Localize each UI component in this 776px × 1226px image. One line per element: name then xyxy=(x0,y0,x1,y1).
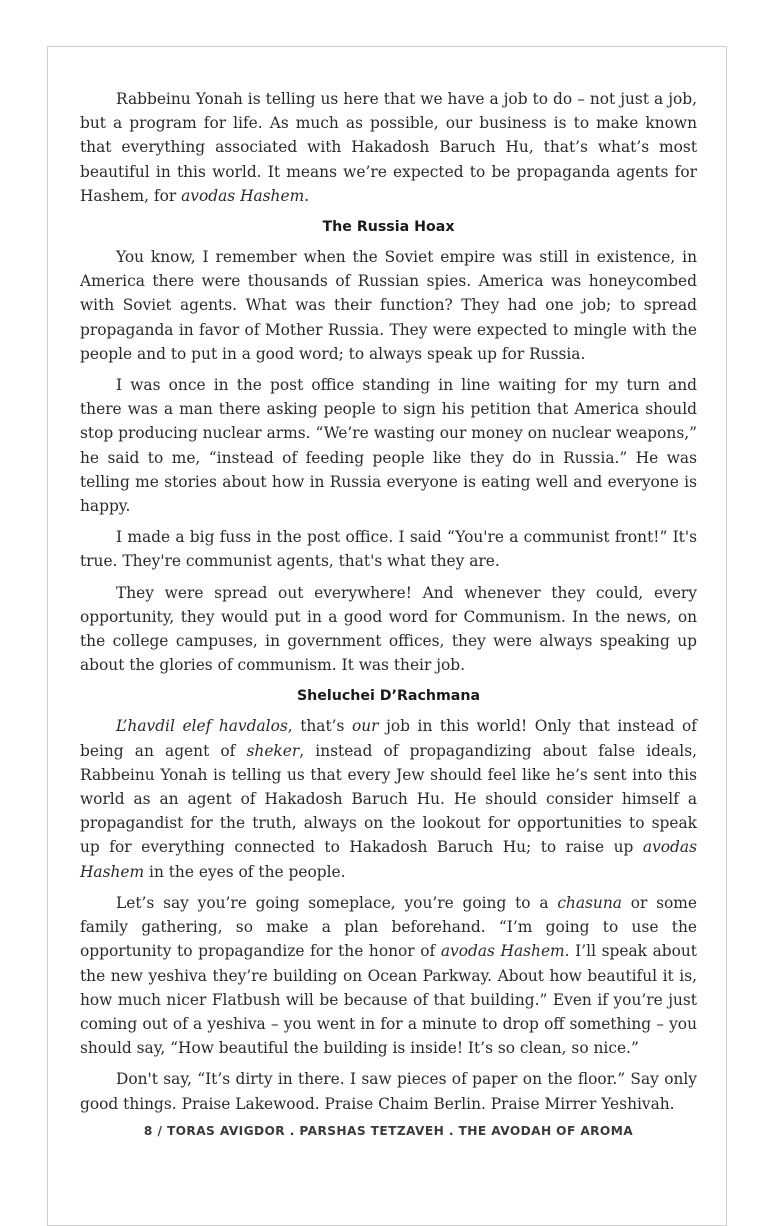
text-segment: I made a big fuss in the post office. I said “You're a communist front!” It's true. They're communist agents, that's what they are. xyxy=(80,528,697,571)
italic-text: avodas Hashem xyxy=(80,838,697,881)
text-segment: The Russia Hoax xyxy=(322,219,455,236)
paragraph xyxy=(80,525,697,573)
text-segment: . I’ll speak about the new yeshiva they’re building on Ocean Parkway. About how beautiful it is, how much nicer Flatbush will be because of that building.” Even if you’re just coming out of a yeshiva – you went in for a minute to drop off something – you should say, “How beautiful the building is inside! It’s so clean, so nice.” xyxy=(80,942,697,1058)
page-footer: 8 / TORAS AVIGDOR . PARSHAS TETZAVEH . THE AVODAH OF AROMA xyxy=(143,1124,634,1138)
italic-text: avodas Hashem xyxy=(440,942,565,961)
italic-text: sheker xyxy=(246,741,300,760)
text-segment: job in this world! Only that instead of being an agent of xyxy=(80,717,697,760)
paragraph xyxy=(80,1067,697,1115)
text-segment: Sheluchei D’Rachmana xyxy=(296,688,481,705)
paragraph xyxy=(80,714,697,883)
paragraph xyxy=(80,87,697,208)
text-segment: , that’s xyxy=(287,717,352,736)
paragraph xyxy=(80,373,697,518)
text-segment: or some family gathering, so make a plan beforehand. “I’m going to use the opportunity to propagandize for the honor of xyxy=(80,893,697,961)
text-segment: They were spread out everywhere! And whenever they could, every opportunity, they would put in a good word for Communism. In the news, on the college campuses, in government offices, they were always speaking up about the glories of communism. It was their job. xyxy=(80,583,697,675)
section-heading xyxy=(80,684,697,708)
text-segment: I was once in the post office standing in line waiting for my turn and there was a man there asking people to sign his petition that America should stop producing nuclear arms. “We’re wasting our money on nuclear weapons,” he said to me, “instead of feeding people like they do in Russia.” He was telling me stories about how in Russia everyone is eating well and everyone is happy. xyxy=(80,376,697,516)
italic-text: L’havdil elef havdalos xyxy=(116,717,288,736)
paragraph xyxy=(80,581,697,678)
text-segment: Rabbeinu Yonah is telling us here that we have a job to do – not just a job, but a program for life. As much as possible, our business is to make known that everything associated with Hakadosh Baruch Hu, that’s what’s most beautiful in this world. It means we’re expected to be propaganda agents for Hashem, for xyxy=(80,90,697,205)
paragraph xyxy=(80,245,697,366)
paragraph xyxy=(80,891,697,1060)
section-heading xyxy=(80,215,697,239)
italic-text: our xyxy=(352,717,379,736)
italic-text: chasuna xyxy=(557,893,622,912)
text-segment: in the eyes of the people. xyxy=(144,862,346,881)
text-segment: You know, I remember when the Soviet empire was still in existence, in America there were thousands of Russian spies. America was honeycombed with Soviet agents. What was their function? They had one job; to spread propaganda in favor of Mother Russia. They were expected to mingle with the people and to put in a good word; to always speak up for Russia. xyxy=(80,248,697,363)
italic-text: avodas Hashem xyxy=(181,186,305,205)
article-body xyxy=(80,87,697,1116)
text-segment: , instead of propagandizing about false ideals, Rabbeinu Yonah is telling us that every Jew should feel like he’s sent into this world as an agent of Hakadosh Baruch Hu. He should consider himself a propagandist for the truth, always on the lookout for opportunities to speak up for everything connected to Hakadosh Baruch Hu; to raise up xyxy=(80,741,697,857)
text-segment: . xyxy=(304,186,310,205)
text-segment: Let’s say you’re going someplace, you’re going to a xyxy=(116,893,558,912)
text-segment: Don't say, “It’s dirty in there. I saw pieces of paper on the floor.” Say only good things. Praise Lakewood. Praise Chaim Berlin. Praise Mirrer Yeshivah. xyxy=(80,1070,697,1113)
